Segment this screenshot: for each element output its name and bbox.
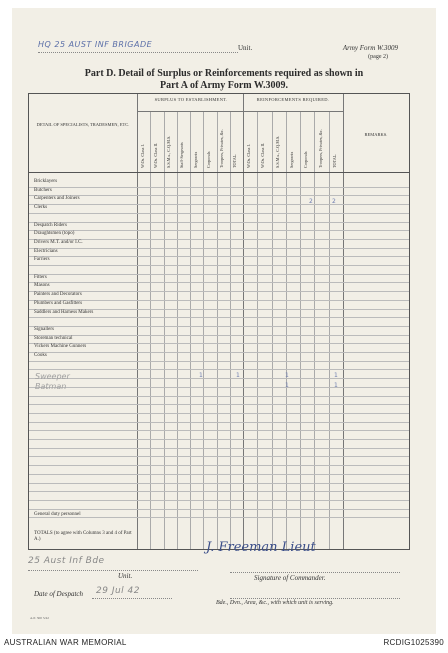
sweeper-reinf-sgt: 1 bbox=[285, 372, 289, 379]
sweeper-reinf-total: 1 bbox=[334, 372, 338, 379]
table-row-line bbox=[29, 222, 409, 223]
trade-label: Carpenters and Joiners bbox=[34, 196, 80, 202]
table-row-line bbox=[29, 282, 409, 283]
archive-caption: AUSTRALIAN WAR MEMORIAL bbox=[4, 638, 127, 647]
table-row-line bbox=[29, 517, 409, 518]
surplus-col-header: W.Os. Class I. bbox=[139, 144, 145, 168]
trade-label: Draughtsmen (topo) bbox=[34, 231, 75, 237]
surplus-header: SURPLUS TO ESTABLISHMENT. bbox=[154, 97, 228, 102]
batman-reinf-total: 1 bbox=[334, 382, 338, 389]
despatch-label: Date of Despatch bbox=[34, 590, 83, 598]
trade-label: Storeman technical bbox=[34, 335, 73, 341]
table-row-line bbox=[29, 422, 409, 423]
reinf-col-header: Corporals bbox=[303, 151, 309, 168]
title-line-1: Part D. Detail of Surplus or Reinforcements required as shown in bbox=[84, 68, 364, 79]
table-row-line bbox=[29, 361, 409, 362]
unit-underline bbox=[38, 52, 238, 53]
table-row-line bbox=[29, 387, 409, 388]
trade-label: Masons bbox=[34, 283, 50, 289]
table-row-line bbox=[29, 204, 409, 205]
table-row-line bbox=[29, 326, 409, 327]
table-row-line bbox=[29, 483, 409, 484]
clerks-reinf-total: 2 bbox=[332, 198, 336, 205]
title-line-2: Part A of Army Form W.3009. bbox=[159, 80, 289, 91]
print-code: A.P. 300 5/42 bbox=[30, 616, 50, 620]
table-row-line bbox=[29, 509, 409, 510]
reinf-col-header: W.Os. Class II. bbox=[260, 142, 266, 168]
footer-unit-handwritten: 25 Aust Inf Bde bbox=[28, 556, 105, 566]
archive-id: RCDIG1025390 bbox=[383, 638, 444, 647]
surplus-col-header: Sergeants bbox=[192, 151, 198, 168]
trade-label: Cooks bbox=[34, 353, 47, 358]
table-row-line bbox=[29, 369, 409, 370]
footer-unit-label: Unit. bbox=[118, 572, 133, 580]
trade-label: Electricians bbox=[34, 248, 58, 254]
table-row-line bbox=[29, 248, 409, 249]
trade-label: Vickers Machine Gunners bbox=[34, 344, 87, 350]
table-row-line bbox=[29, 195, 409, 196]
signature-label: Signature of Commander. bbox=[254, 574, 326, 582]
table-row-line bbox=[29, 230, 409, 231]
surplus-col-header: S.S.M.s., C.Q.M.S. bbox=[166, 135, 172, 168]
table-row-line bbox=[29, 465, 409, 466]
clerks-reinf-troopers: 2 bbox=[309, 198, 313, 205]
batman-reinf-sgt: 1 bbox=[285, 382, 289, 389]
trade-label: Painters and Decorators bbox=[34, 292, 82, 298]
surplus-col-header: Corporals bbox=[205, 151, 211, 168]
trade-label: Drivers M.T. and/or I.C. bbox=[34, 239, 83, 245]
trade-label: Plumbers and Gasfitters bbox=[34, 300, 83, 306]
despatch-date: 29 Jul 42 bbox=[96, 586, 140, 596]
bde-label: Bde., Dvn., Area, &c., with which unit is serving. bbox=[216, 600, 334, 606]
remarks-header: REMARKS. bbox=[364, 132, 388, 137]
sweeper-surplus-corporals: 1 bbox=[199, 372, 203, 379]
table-row-line bbox=[29, 239, 409, 240]
unit-handwritten: HQ 25 AUST INF BRIGADE bbox=[38, 40, 153, 49]
table-row-line bbox=[29, 335, 409, 336]
trade-label: Signallers bbox=[34, 326, 54, 332]
detail-table bbox=[28, 93, 410, 550]
trade-label: Saddlers and Harness Makers bbox=[34, 309, 94, 315]
table-row-line bbox=[29, 413, 409, 414]
table-row-line bbox=[29, 404, 409, 405]
unit-label: Unit. bbox=[238, 44, 253, 52]
handwritten-trade-batman: Batman bbox=[35, 382, 67, 391]
form-title bbox=[30, 68, 418, 92]
trade-label: Farriers bbox=[34, 257, 50, 263]
table-row-line bbox=[29, 300, 409, 301]
table-row-line bbox=[29, 317, 409, 318]
general-duty-label: General duty personnel bbox=[34, 512, 81, 517]
bde-line bbox=[230, 598, 400, 599]
col-divider-remarks bbox=[343, 94, 344, 549]
reinforcements-header: REINFORCEMENTS REQUIRED. bbox=[256, 97, 330, 102]
trade-label: Bricklayers bbox=[34, 179, 58, 184]
table-row-line bbox=[29, 474, 409, 475]
table-row-line bbox=[29, 352, 409, 353]
table-row-line bbox=[29, 187, 409, 188]
surplus-col-header: TOTAL. bbox=[232, 153, 238, 168]
reinf-col-header: W.Os. Class I. bbox=[246, 144, 252, 168]
sweeper-surplus-total: 1 bbox=[236, 372, 240, 379]
surplus-col-header: Staff-Sergeants bbox=[179, 142, 185, 168]
trade-label: Fitters bbox=[34, 274, 47, 280]
table-row-line bbox=[29, 274, 409, 275]
table-row-line bbox=[29, 378, 409, 379]
reinf-col-header: TOTAL. bbox=[331, 153, 337, 168]
table-row-line bbox=[29, 500, 409, 501]
commander-signature: J. Freeman Lieut bbox=[206, 540, 316, 555]
table-row-line bbox=[29, 439, 409, 440]
table-row-line bbox=[29, 396, 409, 397]
table-row-line bbox=[29, 456, 409, 457]
surplus-col-header: Troopers, Privates, &c. bbox=[219, 129, 225, 168]
form-reference: Army Form W.3009 bbox=[342, 44, 398, 52]
footer-unit-line bbox=[28, 570, 198, 571]
detail-header: DETAIL OF SPECIALISTS, TRADESMEN, ETC. bbox=[36, 122, 130, 127]
trade-label: Despatch Riders bbox=[34, 222, 67, 228]
totals-label: TOTALS (to agree with Columns 3 and 4 of Part A.) bbox=[34, 531, 132, 542]
header-bottom-line bbox=[29, 172, 409, 173]
reinf-col-header: Troopers, Privates, &c. bbox=[317, 129, 323, 168]
surplus-col-header: W.Os. Class II. bbox=[152, 142, 158, 168]
group-header-line bbox=[137, 111, 343, 112]
despatch-line bbox=[92, 598, 172, 599]
table-row-line bbox=[29, 448, 409, 449]
trade-label: Butchers bbox=[34, 187, 52, 193]
form-page: (page 2) bbox=[368, 54, 388, 60]
table-row-line bbox=[29, 265, 409, 266]
reinf-col-header: S.S.M.s., C.Q.M.S. bbox=[274, 135, 280, 168]
col-divider-surplus bbox=[243, 94, 244, 549]
table-row-line bbox=[29, 256, 409, 257]
table-row-line bbox=[29, 291, 409, 292]
reinf-col-header: Sergeants bbox=[289, 151, 294, 168]
col-divider-detail bbox=[137, 94, 138, 549]
table-row-line bbox=[29, 213, 409, 214]
table-row-line bbox=[29, 430, 409, 431]
handwritten-trade-sweeper: Sweeper bbox=[35, 372, 70, 381]
table-row-line bbox=[29, 491, 409, 492]
trade-label: Clerks bbox=[34, 205, 48, 211]
signature-line bbox=[230, 572, 400, 573]
